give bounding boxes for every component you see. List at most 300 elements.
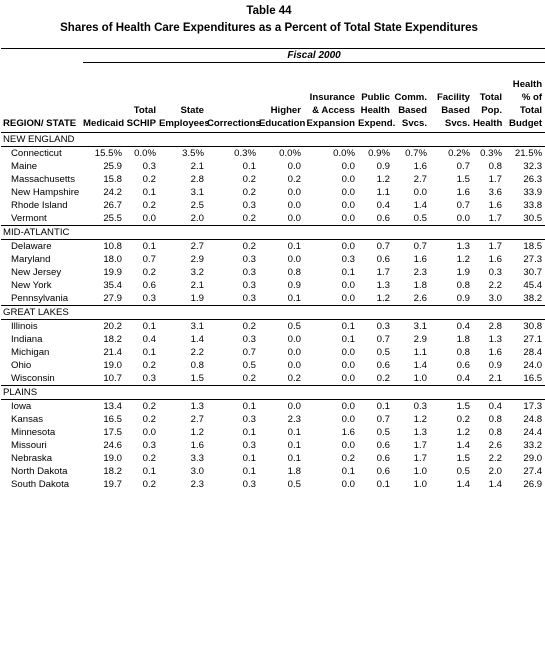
table-cell: 0.0: [341, 414, 355, 425]
table-cell: 0.3: [142, 161, 156, 172]
table-row: [1, 253, 545, 266]
table-cell: 0.9: [287, 280, 301, 291]
table-row: [1, 439, 545, 452]
table-subtitle: Shares of Health Care Expenditures as a Percent of Total State Expenditures: [60, 22, 478, 34]
table-cell: 1.2: [456, 427, 470, 438]
table-cell: 0.5: [242, 360, 256, 371]
table-cell: 0.8: [488, 161, 502, 172]
column-header-row: [1, 63, 545, 133]
expenditure-table: [1, 48, 545, 491]
table-cell: 1.3: [413, 427, 427, 438]
table-cell: 0.3: [341, 254, 355, 265]
table-cell: 0.7: [456, 200, 470, 211]
table-cell: 1.3: [376, 280, 390, 291]
table-cell: 0.3: [242, 200, 256, 211]
table-cell: 0.7%: [405, 148, 427, 159]
table-cell: 0.0: [341, 440, 355, 451]
table-cell: 45.4: [523, 280, 543, 291]
table-cell: 0.0: [341, 280, 355, 291]
table-cell: 30.8: [523, 321, 543, 332]
table-cell: 0.1: [287, 453, 301, 464]
table-cell: 18.2: [103, 334, 122, 345]
table-cell: 0.0: [341, 360, 355, 371]
column-header: Health % of Total Budget: [505, 63, 545, 133]
table-cell: 19.0: [103, 453, 122, 464]
table-cell: 21.4: [103, 347, 122, 358]
table-cell: 2.9: [413, 334, 427, 345]
table-cell: 0.7: [376, 241, 390, 252]
column-header: Medicaid: [83, 63, 125, 133]
table-cell: 0.1: [242, 453, 256, 464]
table-cell: 1.2: [190, 427, 204, 438]
table-cell: 0.2%: [448, 148, 470, 159]
table-cell: 24.6: [103, 440, 122, 451]
table-cell: 0.3: [242, 440, 256, 451]
table-cell: 2.2: [488, 453, 502, 464]
table-cell: 1.4: [190, 334, 204, 345]
table-cell: 1.4: [413, 200, 427, 211]
table-cell: 27.3: [523, 254, 543, 265]
table-cell: 0.2: [242, 373, 256, 384]
table-cell: 0.1: [242, 161, 256, 172]
state-name: South Dakota: [11, 479, 70, 490]
table-row: [1, 359, 545, 372]
table-cell: 16.5: [523, 373, 543, 384]
state-name: Maine: [11, 161, 38, 172]
table-cell: 1.4: [456, 479, 470, 490]
table-cell: 0.2: [341, 453, 355, 464]
table-row: [1, 240, 545, 254]
table-cell: 0.0: [287, 360, 301, 371]
table-cell: 2.7: [190, 414, 204, 425]
table-cell: 1.5: [456, 174, 470, 185]
region-header-row: [1, 226, 545, 240]
table-cell: 3.3: [190, 453, 204, 464]
table-cell: 0.1: [287, 440, 301, 451]
table-cell: 1.6: [341, 427, 355, 438]
table-cell: 0.2: [142, 414, 156, 425]
table-cell: 0.3: [413, 401, 427, 412]
table-cell: 0.1: [341, 321, 355, 332]
state-name: Vermont: [11, 213, 47, 224]
table-row: [1, 279, 545, 292]
state-name: Nebraska: [11, 453, 53, 464]
table-cell: 1.7: [488, 174, 502, 185]
table-cell: 0.6: [376, 213, 390, 224]
table-cell: 1.3: [190, 401, 204, 412]
table-cell: 2.1: [190, 280, 204, 291]
table-cell: 0.6: [376, 254, 390, 265]
state-name: Indiana: [11, 334, 43, 345]
table-cell: 1.6: [456, 187, 470, 198]
table-cell: 18.5: [523, 241, 543, 252]
table-cell: 0.6: [456, 360, 470, 371]
table-cell: 0.0: [341, 200, 355, 211]
table-cell: 0.2: [242, 187, 256, 198]
table-cell: 0.1: [287, 293, 301, 304]
table-cell: 0.1: [287, 241, 301, 252]
table-cell: 1.6: [190, 440, 204, 451]
state-name: Pennsylvania: [11, 293, 69, 304]
table-row: [1, 372, 545, 386]
table-cell: 0.4: [142, 334, 156, 345]
table-cell: 33.9: [523, 187, 543, 198]
table-cell: 10.8: [103, 241, 122, 252]
table-cell: 2.7: [413, 174, 427, 185]
table-cell: 0.2: [142, 479, 156, 490]
table-cell: 1.7: [488, 213, 502, 224]
table-cell: 2.7: [190, 241, 204, 252]
table-cell: 0.6: [376, 440, 390, 451]
table-cell: 0.2: [142, 401, 156, 412]
table-cell: 1.7: [413, 440, 427, 451]
table-cell: 0.8: [456, 280, 470, 291]
state-name: Rhode Island: [11, 200, 68, 211]
table-cell: 20.2: [103, 321, 122, 332]
table-cell: 0.1: [341, 466, 355, 477]
table-cell: 1.4: [413, 360, 427, 371]
column-header: Insurance & Access Expansion: [304, 63, 358, 133]
table-cell: 1.9: [456, 267, 470, 278]
table-cell: 1.2: [413, 414, 427, 425]
table-cell: 16.5: [103, 414, 122, 425]
table-cell: 19.0: [103, 360, 122, 371]
table-cell: 26.7: [103, 200, 122, 211]
table-row: [1, 173, 545, 186]
table-row: [1, 292, 545, 306]
table-cell: 15.8: [103, 174, 122, 185]
table-cell: 0.0: [287, 334, 301, 345]
table-cell: 0.4: [376, 200, 390, 211]
table-cell: 0.3: [376, 321, 390, 332]
table-cell: 0.0: [341, 174, 355, 185]
table-cell: 0.3: [242, 334, 256, 345]
table-cell: 2.1: [190, 161, 204, 172]
region-header-row: [1, 306, 545, 320]
table-cell: 24.0: [523, 360, 543, 371]
table-cell: 0.0: [341, 401, 355, 412]
region-name: MID-ATLANTIC: [1, 226, 545, 240]
state-name: Connecticut: [11, 148, 62, 159]
table-cell: 0.0%: [279, 148, 301, 159]
table-cell: 1.7: [376, 267, 390, 278]
table-cell: 0.1: [142, 321, 156, 332]
table-cell: 0.9%: [368, 148, 390, 159]
title-block: [0, 0, 538, 48]
table-cell: 3.0: [488, 293, 502, 304]
column-header: Total SCHIP: [125, 63, 159, 133]
table-cell: 2.0: [190, 213, 204, 224]
table-cell: 1.2: [376, 293, 390, 304]
table-cell: 0.4: [488, 401, 502, 412]
table-cell: 0.7: [242, 347, 256, 358]
table-cell: 3.2: [190, 267, 204, 278]
table-cell: 1.4: [456, 440, 470, 451]
column-header: Public Health Expend.: [358, 63, 393, 133]
table-cell: 0.4: [456, 321, 470, 332]
table-cell: 1.3: [488, 334, 502, 345]
table-cell: 0.0: [142, 427, 156, 438]
table-cell: 0.9: [456, 293, 470, 304]
table-cell: 33.2: [523, 440, 543, 451]
table-cell: 0.3: [142, 440, 156, 451]
table-cell: 0.3: [142, 373, 156, 384]
table-cell: 2.8: [488, 321, 502, 332]
table-cell: 2.0: [488, 466, 502, 477]
table-row: [1, 400, 545, 414]
table-cell: 0.7: [376, 414, 390, 425]
table-cell: 0.3: [488, 267, 502, 278]
table-cell: 1.0: [413, 479, 427, 490]
region-name: GREAT LAKES: [1, 306, 545, 320]
table-cell: 1.6: [413, 254, 427, 265]
table-cell: 35.4: [103, 280, 122, 291]
state-name: Delaware: [11, 241, 52, 252]
table-cell: 1.6: [488, 347, 502, 358]
table-body: [1, 133, 545, 492]
table-cell: 1.4: [488, 479, 502, 490]
table-row: [1, 478, 545, 491]
table-cell: 2.5: [190, 200, 204, 211]
table-cell: 24.8: [523, 414, 543, 425]
table-cell: 0.5: [287, 479, 301, 490]
state-name: North Dakota: [11, 466, 68, 477]
table-cell: 0.0: [341, 241, 355, 252]
table-cell: 0.3: [242, 267, 256, 278]
table-cell: 0.0: [341, 293, 355, 304]
region-name: NEW ENGLAND: [1, 133, 545, 147]
table-cell: 26.3: [523, 174, 543, 185]
table-cell: 2.1: [488, 373, 502, 384]
table-cell: 0.3%: [480, 148, 502, 159]
state-name: Maryland: [11, 254, 51, 265]
table-row: [1, 160, 545, 173]
table-cell: 0.1: [341, 267, 355, 278]
table-cell: 27.4: [523, 466, 543, 477]
table-cell: 0.1: [142, 347, 156, 358]
table-cell: 0.0: [287, 187, 301, 198]
table-cell: 0.0: [287, 347, 301, 358]
table-cell: 2.9: [190, 254, 204, 265]
state-name: Ohio: [11, 360, 32, 371]
table-cell: 0.0: [456, 213, 470, 224]
state-name: New York: [11, 280, 52, 291]
state-name: New Hampshire: [11, 187, 80, 198]
table-row: [1, 147, 545, 161]
table-cell: 21.5%: [514, 148, 543, 159]
table-cell: 3.1: [413, 321, 427, 332]
table-cell: 3.6: [488, 187, 502, 198]
table-cell: 2.6: [413, 293, 427, 304]
table-cell: 1.5: [456, 453, 470, 464]
table-cell: 0.2: [242, 174, 256, 185]
table-cell: 29.0: [523, 453, 543, 464]
table-title: Table 44: [246, 5, 292, 17]
table-cell: 0.2: [287, 174, 301, 185]
table-cell: 1.8: [456, 334, 470, 345]
table-cell: 17.3: [523, 401, 543, 412]
table-cell: 2.6: [488, 440, 502, 451]
state-name: Minnesota: [11, 427, 56, 438]
table-cell: 1.5: [456, 401, 470, 412]
table-cell: 0.1: [242, 466, 256, 477]
table-cell: 0.1: [142, 187, 156, 198]
table-row: [1, 452, 545, 465]
table-cell: 3.5%: [182, 148, 204, 159]
column-header: State Employees: [159, 63, 207, 133]
table-cell: 0.2: [376, 373, 390, 384]
table-cell: 0.0: [341, 479, 355, 490]
table-cell: 0.1: [142, 241, 156, 252]
table-cell: 15.5%: [94, 148, 122, 159]
fiscal-header-blank: [1, 49, 83, 63]
table-cell: 2.3: [287, 414, 301, 425]
table-cell: 0.0: [287, 401, 301, 412]
column-header: Facility Based Svcs.: [430, 63, 473, 133]
table-cell: 30.7: [523, 267, 543, 278]
table-cell: 0.0: [341, 347, 355, 358]
table-cell: 10.7: [103, 373, 122, 384]
table-cell: 0.0: [413, 187, 427, 198]
state-name: Michigan: [11, 347, 50, 358]
table-cell: 3.1: [190, 321, 204, 332]
table-cell: 19.7: [103, 479, 122, 490]
table-cell: 0.7: [142, 254, 156, 265]
table-cell: 1.6: [413, 161, 427, 172]
table-cell: 0.1: [242, 427, 256, 438]
state-name: Wisconsin: [11, 373, 55, 384]
table-cell: 0.0: [142, 213, 156, 224]
table-row: [1, 212, 545, 226]
table-cell: 0.2: [242, 241, 256, 252]
table-cell: 27.9: [103, 293, 122, 304]
table-cell: 18.2: [103, 466, 122, 477]
table-cell: 0.1: [242, 401, 256, 412]
table-row: [1, 413, 545, 426]
table-cell: 0.6: [376, 466, 390, 477]
state-name: Massachusetts: [11, 174, 75, 185]
table-cell: 0.0: [341, 187, 355, 198]
table-cell: 1.8: [413, 280, 427, 291]
table-cell: 0.1: [341, 334, 355, 345]
table-cell: 2.2: [190, 347, 204, 358]
table-row: [1, 320, 545, 334]
table-cell: 0.2: [242, 321, 256, 332]
table-cell: 0.1: [287, 427, 301, 438]
table-cell: 1.2: [376, 174, 390, 185]
table-cell: 0.1: [376, 401, 390, 412]
table-cell: 1.2: [456, 254, 470, 265]
table-cell: 24.2: [103, 187, 122, 198]
table-cell: 0.3: [242, 414, 256, 425]
table-cell: 25.5: [103, 213, 122, 224]
column-header: Comm. Based Svcs.: [393, 63, 430, 133]
table-cell: 3.1: [190, 187, 204, 198]
table-cell: 17.5: [103, 427, 122, 438]
table-row: [1, 199, 545, 212]
table-cell: 0.8: [488, 427, 502, 438]
table-cell: 0.4: [456, 373, 470, 384]
table-cell: 0.3: [242, 479, 256, 490]
table-cell: 0.9: [488, 360, 502, 371]
table-cell: 0.7: [413, 241, 427, 252]
table-row: [1, 346, 545, 359]
state-name: Iowa: [11, 401, 32, 412]
table-cell: 0.2: [142, 200, 156, 211]
table-cell: 27.1: [523, 334, 543, 345]
table-cell: 0.2: [456, 414, 470, 425]
table-cell: 0.5: [376, 347, 390, 358]
table-cell: 0.3%: [234, 148, 256, 159]
region-header-row: [1, 386, 545, 400]
table-cell: 0.1: [142, 466, 156, 477]
table-cell: 2.2: [488, 280, 502, 291]
state-name: New Jersey: [11, 267, 62, 278]
table-cell: 1.0: [413, 466, 427, 477]
table-cell: 0.3: [242, 254, 256, 265]
table-cell: 0.2: [142, 267, 156, 278]
fiscal-header-row: [1, 49, 545, 63]
column-header: Higher Education: [259, 63, 304, 133]
table-cell: 0.0: [287, 161, 301, 172]
table-cell: 0.5: [413, 213, 427, 224]
fiscal-year-label: Fiscal 2000: [83, 49, 545, 63]
table-cell: 0.3: [242, 280, 256, 291]
table-cell: 0.7: [456, 161, 470, 172]
table-cell: 38.2: [523, 293, 543, 304]
region-name: PLAINS: [1, 386, 545, 400]
table-cell: 1.9: [190, 293, 204, 304]
table-cell: 30.5: [523, 213, 543, 224]
table-row: [1, 333, 545, 346]
table-row: [1, 426, 545, 439]
table-cell: 0.6: [142, 280, 156, 291]
table-cell: 0.0%: [134, 148, 156, 159]
table-row: [1, 266, 545, 279]
table-cell: 25.9: [103, 161, 122, 172]
table-cell: 0.2: [142, 360, 156, 371]
table-cell: 0.0: [287, 254, 301, 265]
table-cell: 0.5: [456, 466, 470, 477]
column-header: Corrections: [207, 63, 259, 133]
table-cell: 0.6: [376, 360, 390, 371]
table-cell: 1.3: [456, 241, 470, 252]
table-cell: 0.8: [456, 347, 470, 358]
table-cell: 33.8: [523, 200, 543, 211]
table-cell: 1.5: [190, 373, 204, 384]
table-cell: 13.4: [103, 401, 122, 412]
table-cell: 2.8: [190, 174, 204, 185]
table-cell: 0.0: [287, 200, 301, 211]
table-cell: 1.0: [413, 373, 427, 384]
table-cell: 0.8: [190, 360, 204, 371]
region-header-row: [1, 133, 545, 147]
table-cell: 0.5: [376, 427, 390, 438]
table-cell: 1.1: [413, 347, 427, 358]
table-cell: 0.2: [242, 213, 256, 224]
table-cell: 0.6: [376, 453, 390, 464]
table-cell: 0.0: [341, 161, 355, 172]
table-cell: 1.7: [488, 241, 502, 252]
state-name: Kansas: [11, 414, 43, 425]
state-name: Illinois: [11, 321, 38, 332]
table-cell: 0.9: [376, 161, 390, 172]
table-cell: 0.2: [142, 174, 156, 185]
table-cell: 1.1: [376, 187, 390, 198]
table-cell: 1.6: [488, 254, 502, 265]
table-cell: 0.2: [142, 453, 156, 464]
table-cell: 0.8: [287, 267, 301, 278]
